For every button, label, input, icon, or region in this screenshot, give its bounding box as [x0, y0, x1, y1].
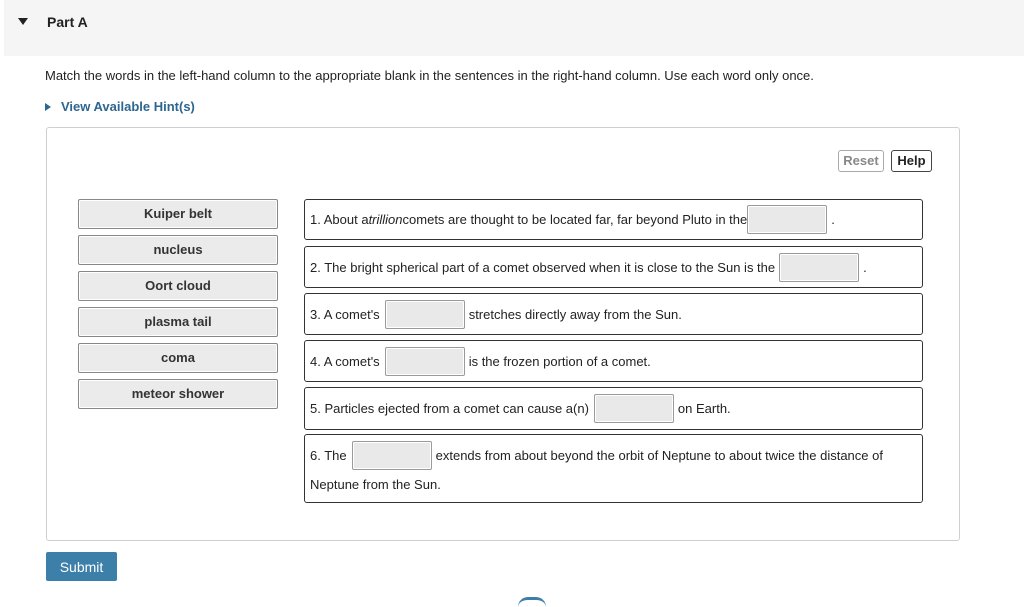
sentence-4-blank[interactable] — [385, 347, 465, 376]
word-tile-meteor-shower[interactable]: meteor shower — [78, 379, 278, 409]
sentence-3-after: stretches directly away from the Sun. — [468, 307, 682, 322]
sentence-1-mid: comets are thought to be located far, far beyond Pluto in the — [402, 212, 748, 227]
sentence-2-blank[interactable] — [779, 253, 859, 282]
sentence-6-line2: Neptune from the Sun. — [310, 477, 441, 492]
collapse-caret-icon[interactable] — [18, 18, 28, 25]
word-tile-oort-cloud[interactable]: Oort cloud — [78, 271, 278, 301]
sentence-3-blank[interactable] — [385, 300, 465, 329]
scroll-indicator — [518, 597, 546, 607]
instructions-text: Match the words in the left-hand column to the appropriate blank in the sentences in the right-hand column. Use each word only once. — [45, 68, 814, 83]
submit-button[interactable]: Submit — [46, 552, 117, 581]
part-header — [4, 0, 1024, 56]
sentence-1-emphasis: trillion — [368, 212, 403, 227]
sentence-6-blank[interactable] — [352, 441, 432, 470]
sentence-3 — [304, 293, 923, 335]
sentence-4 — [304, 340, 923, 382]
sentence-6-before: 6. The — [310, 448, 347, 463]
sentence-5-blank[interactable] — [594, 394, 674, 423]
view-hints-link[interactable] — [45, 99, 195, 114]
sentence-5 — [304, 387, 923, 430]
sentence-2 — [304, 246, 923, 288]
sentence-5-before: 5. Particles ejected from a comet can cause a(n) — [310, 401, 589, 416]
view-hints-label: View Available Hint(s) — [61, 99, 195, 114]
sentence-1-before: 1. About a — [310, 212, 369, 227]
caret-right-icon — [45, 103, 51, 111]
sentence-1 — [304, 199, 923, 240]
sentence-6 — [304, 434, 923, 503]
word-tile-kuiper-belt[interactable]: Kuiper belt — [78, 199, 278, 229]
sentence-1-blank[interactable] — [747, 205, 827, 234]
sentence-6-after: extends from about beyond the orbit of Neptune to about twice the distance of — [435, 448, 883, 463]
word-tile-coma[interactable]: coma — [78, 343, 278, 373]
sentence-5-after: on Earth. — [677, 401, 731, 416]
reset-button[interactable]: Reset — [838, 150, 884, 172]
word-tile-nucleus[interactable]: nucleus — [78, 235, 278, 265]
sentence-2-before: 2. The bright spherical part of a comet observed when it is close to the Sun is the — [310, 260, 776, 275]
word-tile-plasma-tail[interactable]: plasma tail — [78, 307, 278, 337]
sentence-2-after: . — [863, 260, 867, 275]
sentence-3-before: 3. A comet's — [310, 307, 380, 322]
help-button[interactable]: Help — [891, 150, 932, 172]
sentence-1-after: . — [831, 212, 835, 227]
sentence-4-before: 4. A comet's — [310, 354, 380, 369]
part-title: Part A — [47, 14, 88, 30]
sentence-4-after: is the frozen portion of a comet. — [468, 354, 651, 369]
